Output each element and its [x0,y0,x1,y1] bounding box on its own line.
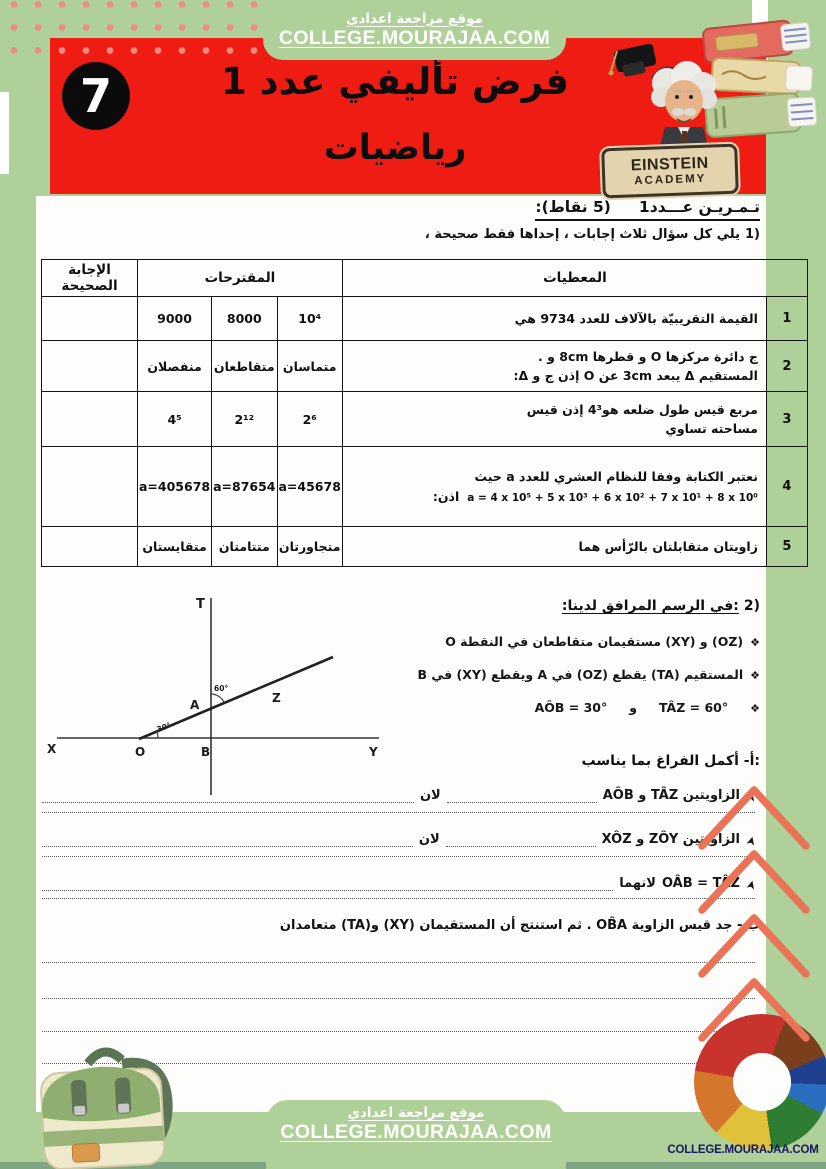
proposal-cell: متقاطعان [212,341,277,392]
given-line: مربع قيس طول ضلعه هو4³ إذن قيس [526,401,758,417]
proposal-cell: a=45678 [277,447,342,527]
part-a-heading: أ- أكمل الفراغ بما يناسب: [581,753,760,769]
dotted-blank-line [42,856,755,857]
given-line: نعتبر الكتابة وفقا للنظام العشري للعدد a حيث [474,469,758,485]
given-line: ج دائرة مركزها O و قطرها 8cm و . [538,348,758,364]
fill-item-label: الزاويتين TÂZ و AÔB [602,788,740,803]
academy-badge [601,144,739,199]
row-number: 2 [766,341,807,392]
row-number: 5 [766,527,807,567]
dotted-blank [446,832,596,847]
geometry-figure [45,590,425,795]
given-cell [342,392,766,447]
label-O: O [135,745,146,759]
dotted-blank [447,788,597,803]
dotted-blank-line [42,812,755,813]
arrow-bullet-icon: ➤ [742,790,760,804]
einstein-head [651,61,717,122]
label-Z: Z [272,691,281,705]
answer-line [42,998,755,999]
header-site-tab [263,0,566,60]
answer-line [42,962,755,963]
answer-cell [42,341,138,392]
given-cell [342,341,766,392]
diamond-bullet-icon: ❖ [750,636,760,649]
proposal-cell: 2¹² [212,392,277,447]
angle-equation: OÂB = TÂZ [661,876,740,891]
answer-line [42,1031,755,1032]
site-label: موقع مراجعة اعدادي [347,1105,485,1121]
decimal-expansion [351,487,758,506]
site-label: موقع مراجعة اعدادي [346,10,483,27]
diamond-bullet-icon: ❖ [750,669,760,682]
answer-cell [42,297,138,341]
dotted-blank-line [42,898,755,899]
arrow-bullet-icon: ➤ [742,834,760,848]
question2-title: :في الرسم المرافق لدينا: [561,598,739,614]
bullet-text: المستقيم (TA) يقطع (OZ) في A ويقطع (XY) في B [417,667,744,682]
part-b-statement [42,916,760,936]
table-row [42,447,808,527]
proposal-cell: متماسان [277,341,342,392]
header-givens: المعطيات [342,260,807,297]
polka-dots-decoration [0,0,262,56]
exercise-title: تـمـريـن عـــدد1 [638,198,760,216]
answer-cell [42,392,138,447]
footer-site-tab [266,1100,566,1169]
fill-item-label: الزاويتين ZÔY و XÔZ [601,832,740,847]
table-header-row [42,260,808,297]
row-number: 1 [766,297,807,341]
row-number: 4 [766,447,807,527]
table-row [42,392,808,447]
question2-bullet [417,667,760,682]
header-proposals: المقترحات [138,260,343,297]
given-line: مساحته تساوي [665,421,758,436]
proposal-cell: منفصلان [138,341,212,392]
label-T: T [196,597,205,612]
site-url: COLLEGE.MOURAJAA.COM [278,26,551,49]
dotted-blank [42,832,413,847]
exam-subject: رياضيات [323,128,467,168]
mcq-table [41,259,808,567]
angle-value-O: 30° [155,720,173,734]
dotted-blank [42,876,613,891]
angle-equation: TÂZ = 60° [659,700,729,715]
logo-wordmark: COLLEGE.MOURAJAA.COM [667,1144,819,1156]
graduation-cap-icon [609,43,657,77]
exercise-heading [535,198,760,221]
label-A: A [190,698,200,712]
arrow-bullet-icon: ➤ [742,878,760,892]
row-number: 3 [766,392,807,447]
conjunction: و [629,700,637,715]
proposal-cell: a=87654 [212,447,277,527]
part-b-prefix: ب - جد قيس الزاوية [631,918,760,933]
angle-equation: AÔB = 30° [534,700,608,715]
given-cell: القيمة التقريبيّة بالآلاف للعدد 9734 هي [342,297,766,341]
exercise-points: (5 نقاط): [535,198,611,216]
exam-title: فرض تأليفي عدد 1 [221,60,569,103]
instruction-number: 1) [745,227,760,242]
dotted-blank [42,788,414,803]
given-cell: زاويتان متقابلتان بالرّأس هما [342,527,766,567]
header-answer: الإجابة الصحيحة [42,260,138,297]
angle-name: OB̂A [596,918,628,933]
formula-word: اذن: [432,488,460,504]
proposal-cell: 10⁴ [277,297,342,341]
angle-value-A: 60° [214,684,229,693]
site-url: COLLEGE.MOURAJAA.COM [280,1121,552,1143]
fill-item [42,832,760,848]
academy-name: EINSTEIN [630,154,709,175]
chevron-decoration [688,782,826,1048]
given-cell [342,447,766,527]
exam-number: 7 [79,69,112,123]
fill-item [42,788,760,804]
fill-item [42,876,760,892]
proposal-cell: a=405678 [138,447,212,527]
proposal-cell: 8000 [212,297,277,341]
answer-cell [42,447,138,527]
label-B: B [201,745,211,759]
exercise-instruction [425,227,760,242]
proposal-cell: 2⁶ [277,392,342,447]
table-row [42,527,808,567]
reason-word: لان [419,788,441,803]
part-b-suffix: . ثم استنتج أن المستقيمان (XY) و(TA) متعامدان [279,918,592,933]
question2-bullet [535,700,760,715]
proposal-cell: 9000 [138,297,212,341]
instruction-text: يلي كل سؤال ثلاث إجابات ، إحداها فقط صحيحة ، [424,227,740,242]
question2-bullet [445,634,760,649]
question2-heading [562,598,760,614]
proposal-cell: متجاورتان [277,527,342,567]
label-X: X [47,742,57,756]
given-line: المستقيم Δ يبعد 3cm عن O إذن ج و Δ: [513,368,758,383]
proposal-cell: متقايستان [138,527,212,567]
proposal-cell: متتامتان [212,527,277,567]
einstein-illustration [595,35,745,150]
proposal-cell: 4⁵ [138,392,212,447]
exam-number-badge [62,62,130,130]
reason-word: لانهما [619,876,656,891]
bullet-text: (OZ) و (XY) مستقيمان متقاطعان في النقطة O [445,634,744,649]
answer-cell [42,527,138,567]
table-row [42,297,808,341]
diamond-bullet-icon: ❖ [750,702,760,715]
angle-arc-A [211,694,224,702]
label-Y: Y [369,745,378,759]
question2-number: 2) [743,598,760,614]
formula: a = 4 x 10⁵ + 5 x 10³ + 6 x 10² + 7 x 10¹ + 8 x 10⁰ [467,491,758,504]
left-white-strip [0,92,9,174]
reason-word: لان [418,832,440,847]
backpack-illustration [9,1035,225,1169]
table-row [42,341,808,392]
academy-word: ACADEMY [634,172,707,188]
